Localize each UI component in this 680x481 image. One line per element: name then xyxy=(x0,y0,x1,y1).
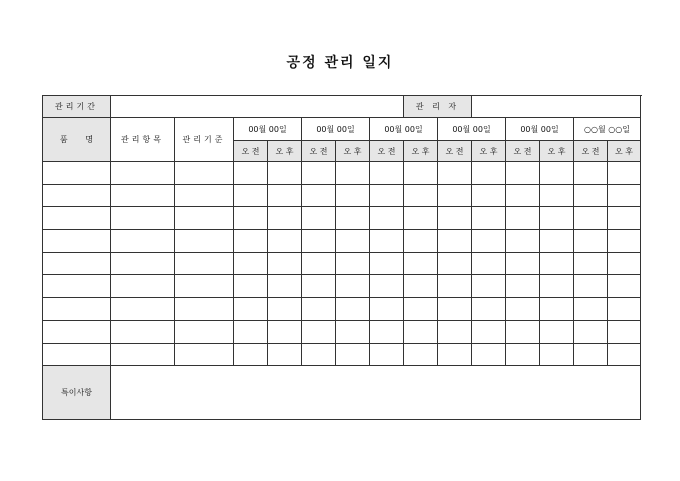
table-cell[interactable] xyxy=(608,320,641,343)
document-title: 공정 관리 일지 xyxy=(286,55,394,71)
table-cell[interactable] xyxy=(234,343,268,366)
date-header-4: 00월 00일 xyxy=(438,118,506,141)
table-cell[interactable] xyxy=(506,275,540,298)
table-cell[interactable] xyxy=(336,230,370,253)
table-cell[interactable] xyxy=(574,275,608,298)
table-cell[interactable] xyxy=(574,320,608,343)
table-cell[interactable] xyxy=(302,343,336,366)
am-header-4: 오 전 xyxy=(438,141,472,162)
table-cell[interactable] xyxy=(43,230,111,253)
table-row xyxy=(43,252,641,275)
date-header-2: 00월 00일 xyxy=(302,118,370,141)
table-cell[interactable] xyxy=(268,320,302,343)
table-cell[interactable] xyxy=(111,230,175,253)
table-cell[interactable] xyxy=(43,320,111,343)
table-cell[interactable] xyxy=(438,275,472,298)
table-row xyxy=(43,230,641,253)
table-cell[interactable] xyxy=(540,275,574,298)
table-cell[interactable] xyxy=(608,162,641,185)
table-cell[interactable] xyxy=(404,184,438,207)
table-cell[interactable] xyxy=(234,320,268,343)
table-cell[interactable] xyxy=(540,320,574,343)
table-row xyxy=(43,275,641,298)
table-cell[interactable] xyxy=(438,207,472,230)
table-cell[interactable] xyxy=(472,343,506,366)
table-cell[interactable] xyxy=(370,252,404,275)
table-cell[interactable] xyxy=(404,207,438,230)
table-cell[interactable] xyxy=(336,343,370,366)
am-header-6: 오 전 xyxy=(574,141,608,162)
table-cell[interactable] xyxy=(43,162,111,185)
table-cell[interactable] xyxy=(574,230,608,253)
table-cell[interactable] xyxy=(111,298,175,321)
table-cell[interactable] xyxy=(234,275,268,298)
date-header-1: 00월 00일 xyxy=(234,118,302,141)
notes-row xyxy=(43,366,641,420)
table-cell[interactable] xyxy=(268,275,302,298)
table-cell[interactable] xyxy=(608,275,641,298)
table-cell[interactable] xyxy=(43,207,111,230)
table-cell[interactable] xyxy=(234,162,268,185)
table-cell[interactable] xyxy=(43,184,111,207)
table-cell[interactable] xyxy=(574,162,608,185)
am-header-2: 오 전 xyxy=(302,141,336,162)
table-cell[interactable] xyxy=(574,184,608,207)
table-cell[interactable] xyxy=(268,298,302,321)
table-cell[interactable] xyxy=(111,320,175,343)
table-cell[interactable] xyxy=(234,252,268,275)
table-cell[interactable] xyxy=(540,298,574,321)
table-cell[interactable] xyxy=(608,343,641,366)
table-cell[interactable] xyxy=(336,252,370,275)
header-row-dates xyxy=(43,118,641,141)
table-cell[interactable] xyxy=(370,298,404,321)
table-cell[interactable] xyxy=(404,230,438,253)
table-cell[interactable] xyxy=(574,207,608,230)
table-row xyxy=(43,320,641,343)
table-cell[interactable] xyxy=(438,343,472,366)
pm-header-2: 오 후 xyxy=(336,141,370,162)
table-cell[interactable] xyxy=(336,184,370,207)
table-cell[interactable] xyxy=(574,343,608,366)
manager-label: 관 리 자 xyxy=(404,96,472,118)
table-cell[interactable] xyxy=(574,252,608,275)
table-cell[interactable] xyxy=(234,184,268,207)
table-cell[interactable] xyxy=(43,343,111,366)
table-cell[interactable] xyxy=(302,298,336,321)
manager-value-cell[interactable] xyxy=(472,96,641,118)
header-row-period xyxy=(43,96,641,118)
table-cell[interactable] xyxy=(506,298,540,321)
table-cell[interactable] xyxy=(111,207,175,230)
table-cell[interactable] xyxy=(175,252,234,275)
management-item-label: 관리항목 xyxy=(111,118,175,162)
table-cell[interactable] xyxy=(404,162,438,185)
table-cell[interactable] xyxy=(268,252,302,275)
date-header-3: 00월 00일 xyxy=(370,118,438,141)
table-row xyxy=(43,343,641,366)
table-cell[interactable] xyxy=(302,275,336,298)
table-cell[interactable] xyxy=(175,207,234,230)
table-cell[interactable] xyxy=(540,162,574,185)
notes-value-cell[interactable] xyxy=(111,366,641,420)
pm-header-6: 오 후 xyxy=(608,141,641,162)
table-cell[interactable] xyxy=(336,162,370,185)
table-cell[interactable] xyxy=(268,162,302,185)
table-cell[interactable] xyxy=(472,275,506,298)
notes-label: 특이사항 xyxy=(43,366,111,420)
table-cell[interactable] xyxy=(111,343,175,366)
table-cell[interactable] xyxy=(175,162,234,185)
table-cell[interactable] xyxy=(404,252,438,275)
table-cell[interactable] xyxy=(438,298,472,321)
table-cell[interactable] xyxy=(506,207,540,230)
table-cell[interactable] xyxy=(370,343,404,366)
table-cell[interactable] xyxy=(506,230,540,253)
table-cell[interactable] xyxy=(268,207,302,230)
table-cell[interactable] xyxy=(472,184,506,207)
table-cell[interactable] xyxy=(608,252,641,275)
table-cell[interactable] xyxy=(404,275,438,298)
table-cell[interactable] xyxy=(370,184,404,207)
table-cell[interactable] xyxy=(302,230,336,253)
table-cell[interactable] xyxy=(472,230,506,253)
table-cell[interactable] xyxy=(111,162,175,185)
table-cell[interactable] xyxy=(302,252,336,275)
table-cell[interactable] xyxy=(438,230,472,253)
period-value-cell[interactable] xyxy=(111,96,404,118)
pm-header-5: 오 후 xyxy=(540,141,574,162)
table-cell[interactable] xyxy=(234,207,268,230)
table-cell[interactable] xyxy=(268,343,302,366)
table-cell[interactable] xyxy=(608,207,641,230)
table-cell[interactable] xyxy=(175,298,234,321)
am-header-5: 오 전 xyxy=(506,141,540,162)
table-row xyxy=(43,298,641,321)
table-cell[interactable] xyxy=(540,207,574,230)
table-cell[interactable] xyxy=(302,207,336,230)
table-cell[interactable] xyxy=(43,275,111,298)
table-cell[interactable] xyxy=(540,184,574,207)
table-cell[interactable] xyxy=(370,207,404,230)
table-cell[interactable] xyxy=(175,320,234,343)
table-cell[interactable] xyxy=(43,252,111,275)
table-cell[interactable] xyxy=(175,230,234,253)
table-cell[interactable] xyxy=(472,320,506,343)
table-cell[interactable] xyxy=(370,275,404,298)
table-cell[interactable] xyxy=(370,320,404,343)
table-cell[interactable] xyxy=(43,298,111,321)
table-cell[interactable] xyxy=(175,275,234,298)
table-cell[interactable] xyxy=(608,230,641,253)
table-row xyxy=(43,184,641,207)
table-cell[interactable] xyxy=(268,184,302,207)
table-cell[interactable] xyxy=(608,184,641,207)
table-cell[interactable] xyxy=(472,298,506,321)
process-log-table xyxy=(42,95,641,420)
date-header-5: 00월 00일 xyxy=(506,118,574,141)
table-cell[interactable] xyxy=(336,320,370,343)
table-cell[interactable] xyxy=(506,343,540,366)
table-cell[interactable] xyxy=(370,162,404,185)
table-cell[interactable] xyxy=(540,252,574,275)
table-cell[interactable] xyxy=(506,162,540,185)
product-name-label: 품 명 xyxy=(43,118,111,162)
table-cell[interactable] xyxy=(540,343,574,366)
table-cell[interactable] xyxy=(472,207,506,230)
table-cell[interactable] xyxy=(302,162,336,185)
table-cell[interactable] xyxy=(268,230,302,253)
am-header-3: 오 전 xyxy=(370,141,404,162)
table-cell[interactable] xyxy=(438,162,472,185)
table-cell[interactable] xyxy=(111,275,175,298)
table-cell[interactable] xyxy=(608,298,641,321)
table-cell[interactable] xyxy=(111,184,175,207)
pm-header-1: 오 후 xyxy=(268,141,302,162)
table-cell[interactable] xyxy=(438,252,472,275)
pm-header-4: 오 후 xyxy=(472,141,506,162)
table-row xyxy=(43,162,641,185)
am-header-1: 오 전 xyxy=(234,141,268,162)
pm-header-3: 오 후 xyxy=(404,141,438,162)
date-header-6: ○○월 ○○일 xyxy=(574,118,641,141)
table-cell[interactable] xyxy=(472,252,506,275)
table-cell[interactable] xyxy=(336,298,370,321)
table-cell[interactable] xyxy=(234,298,268,321)
table-cell[interactable] xyxy=(438,184,472,207)
table-cell[interactable] xyxy=(302,184,336,207)
table-cell[interactable] xyxy=(111,252,175,275)
table-cell[interactable] xyxy=(404,320,438,343)
management-standard-label: 관리기준 xyxy=(175,118,234,162)
table-cell[interactable] xyxy=(438,320,472,343)
table-cell[interactable] xyxy=(506,252,540,275)
table-cell[interactable] xyxy=(234,230,268,253)
table-cell[interactable] xyxy=(506,320,540,343)
table-cell[interactable] xyxy=(472,162,506,185)
table-cell[interactable] xyxy=(540,230,574,253)
table-cell[interactable] xyxy=(506,184,540,207)
period-label: 관리기간 xyxy=(43,96,111,118)
table-cell[interactable] xyxy=(574,298,608,321)
table-cell[interactable] xyxy=(175,184,234,207)
table-cell[interactable] xyxy=(302,320,336,343)
table-cell[interactable] xyxy=(336,207,370,230)
table-row xyxy=(43,207,641,230)
table-cell[interactable] xyxy=(336,275,370,298)
table-cell[interactable] xyxy=(370,230,404,253)
table-cell[interactable] xyxy=(175,343,234,366)
table-cell[interactable] xyxy=(404,343,438,366)
table-cell[interactable] xyxy=(404,298,438,321)
